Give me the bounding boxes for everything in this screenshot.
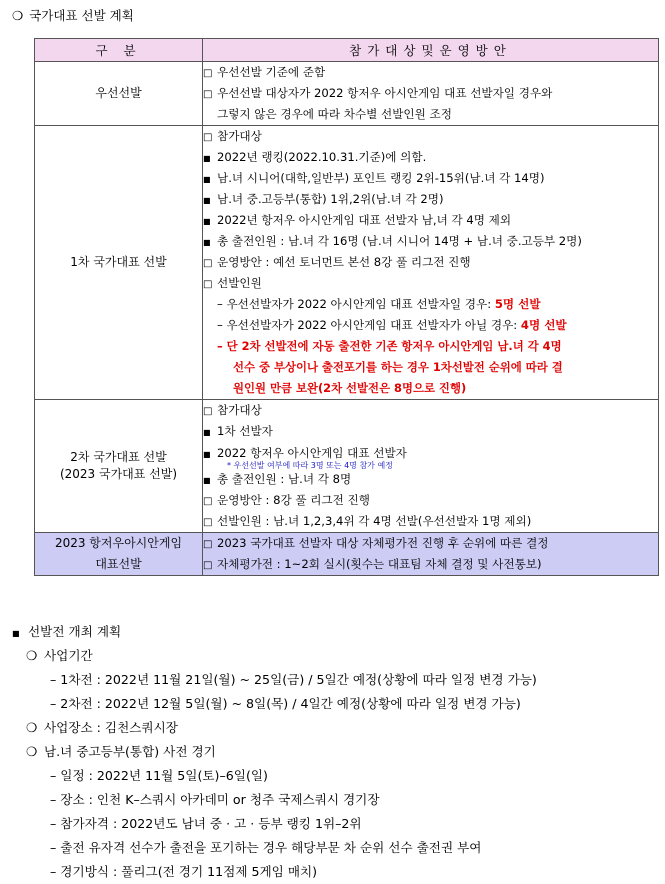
square-bullet-icon: ■ bbox=[12, 629, 20, 638]
list-item: – 1차전 : 2022년 11월 21일(월) ~ 25일(금) / 5일간 예정(상황에 따라 일정 변경 가능) bbox=[50, 672, 537, 687]
list-item: ■ 총 출전인원 : 남.녀 각 16명 (남.녀 시니어 14명 + 남.녀 중.고등부 2명) bbox=[203, 234, 582, 248]
red-note-line: 선수 중 부상이나 출전포기를 하는 경우 1차선발전 순위에 따라 결 bbox=[233, 360, 563, 374]
list-item: ■ 2022 항저우 아시안게임 대표 선발자 bbox=[203, 446, 407, 460]
list-item: □ 선발인원 bbox=[203, 276, 262, 290]
competition-plan-section bbox=[12, 620, 537, 884]
list-item: ■ 2022년 항저우 아시안게임 대표 선발자 남,녀 각 4명 제외 bbox=[203, 213, 512, 227]
list-item: □ 우선선발 대상자가 2022 항저우 아시안게임 대표 선발자일 경우와 bbox=[203, 86, 553, 100]
list-item: – 우선선발자가 2022 아시안게임 대표 선발자일 경우: 5명 선발 bbox=[217, 297, 541, 311]
red-note-line: – 단 2차 선발전에 자동 출전한 기존 항저우 아시안게임 남.녀 각 4명 bbox=[217, 339, 562, 353]
list-item: ■ 1차 선발자 bbox=[203, 424, 273, 438]
section-title-2: ■ 선발전 개최 계획 bbox=[12, 620, 537, 644]
list-item: □ 운영방안 : 예선 토너먼트 본선 8강 풀 리그전 진행 bbox=[203, 255, 471, 269]
table-row bbox=[35, 533, 659, 576]
list-item: ❍ 사업기간 bbox=[12, 644, 537, 668]
list-item: – 장소 : 인천 K–스쿼시 아카데미 or 청주 국제스쿼시 경기장 bbox=[50, 792, 380, 807]
list-item: – 출전 유자격 선수가 출전을 포기하는 경우 해당부문 차 순위 선수 출전권 부여 bbox=[50, 840, 482, 855]
section-heading bbox=[12, 6, 134, 24]
list-item: ❍ 남.녀 중고등부(통합) 사전 경기 bbox=[12, 740, 537, 764]
list-item: ■ 남.녀 중.고등부(통합) 1위,2위(남.녀 각 2명) bbox=[203, 192, 444, 206]
list-item: 그렇지 않은 경우에 따라 차수별 선발인원 조정 bbox=[217, 107, 452, 121]
list-item: □ 우선선발 기준에 준함 bbox=[203, 65, 326, 79]
footnote: * 우선선발 여부에 따라 3명 또는 4명 참가 예정 bbox=[227, 461, 393, 470]
list-item: ■ 2022년 랭킹(2022.10.31.기준)에 의함. bbox=[203, 150, 427, 164]
row-label-asian-games: 2023 항저우아시안게임 대표선발 bbox=[35, 533, 203, 576]
row-content-asian-games bbox=[203, 533, 659, 576]
circle-bullet-icon: ❍ bbox=[12, 8, 24, 23]
table-header-row bbox=[35, 39, 659, 62]
row-label-priority: 우선선발 bbox=[35, 62, 203, 126]
table-row bbox=[35, 400, 659, 533]
list-item: – 우선선발자가 2022 아시안게임 대표 선발자가 아닐 경우: 4명 선발 bbox=[217, 318, 567, 332]
list-item: – 경기방식 : 풀리그(전 경기 11점제 5게임 매치) bbox=[50, 864, 318, 879]
list-item: – 일정 : 2022년 11월 5일(토)–6일(일) bbox=[50, 768, 268, 783]
table-row bbox=[35, 62, 659, 126]
row-content-first-selection bbox=[203, 126, 659, 400]
list-item: ■ 총 출전인원 : 남.녀 각 8명 bbox=[203, 472, 352, 486]
list-item: □ 선발인원 : 남.녀 1,2,3,4위 각 4명 선발(우선선발자 1명 제외) bbox=[203, 514, 532, 528]
selection-plan-table bbox=[34, 38, 659, 576]
row-content-second-selection bbox=[203, 400, 659, 533]
list-item: – 2차전 : 2022년 12월 5일(월) ~ 8일(목) / 4일간 예정(상황에 따라 일정 변경 가능) bbox=[50, 696, 521, 711]
table-row bbox=[35, 126, 659, 400]
header-content: 참가대상및운영방안 bbox=[203, 39, 659, 62]
list-item: □ 운영방안 : 8강 풀 리그전 진행 bbox=[203, 493, 370, 507]
list-item: ■ 남.녀 시니어(대학,일반부) 포인트 랭킹 2위-15위(남.녀 각 14명) bbox=[203, 171, 545, 185]
section-title: 국가대표 선발 계획 bbox=[29, 8, 134, 23]
list-item: □ 2023 국가대표 선발자 대상 자체평가전 진행 후 순위에 따른 결정 bbox=[203, 536, 549, 550]
circle-bullet-icon: ❍ bbox=[26, 648, 38, 663]
red-note-line: 원인원 만큼 보완(2차 선발전은 8명으로 진행) bbox=[233, 381, 467, 395]
row-content-priority bbox=[203, 62, 659, 126]
row-label-second-selection: 2차 국가대표 선발 (2023 국가대표 선발) bbox=[35, 400, 203, 533]
list-item: □ 참가대상 bbox=[203, 129, 262, 143]
list-item: – 참가자격 : 2022년도 남녀 중 · 고 · 등부 랭킹 1위–2위 bbox=[50, 816, 362, 831]
row-label-first-selection: 1차 국가대표 선발 bbox=[35, 126, 203, 400]
circle-bullet-icon: ❍ bbox=[26, 744, 38, 759]
list-item: ❍ 사업장소 : 김천스쿼시장 bbox=[12, 716, 537, 740]
list-item: □ 참가대상 bbox=[203, 403, 262, 417]
circle-bullet-icon: ❍ bbox=[26, 720, 38, 735]
header-category: 구 분 bbox=[35, 39, 203, 62]
list-item: □ 자체평가전 : 1~2회 실시(횟수는 대표팀 자체 결정 및 사전통보) bbox=[203, 557, 542, 571]
